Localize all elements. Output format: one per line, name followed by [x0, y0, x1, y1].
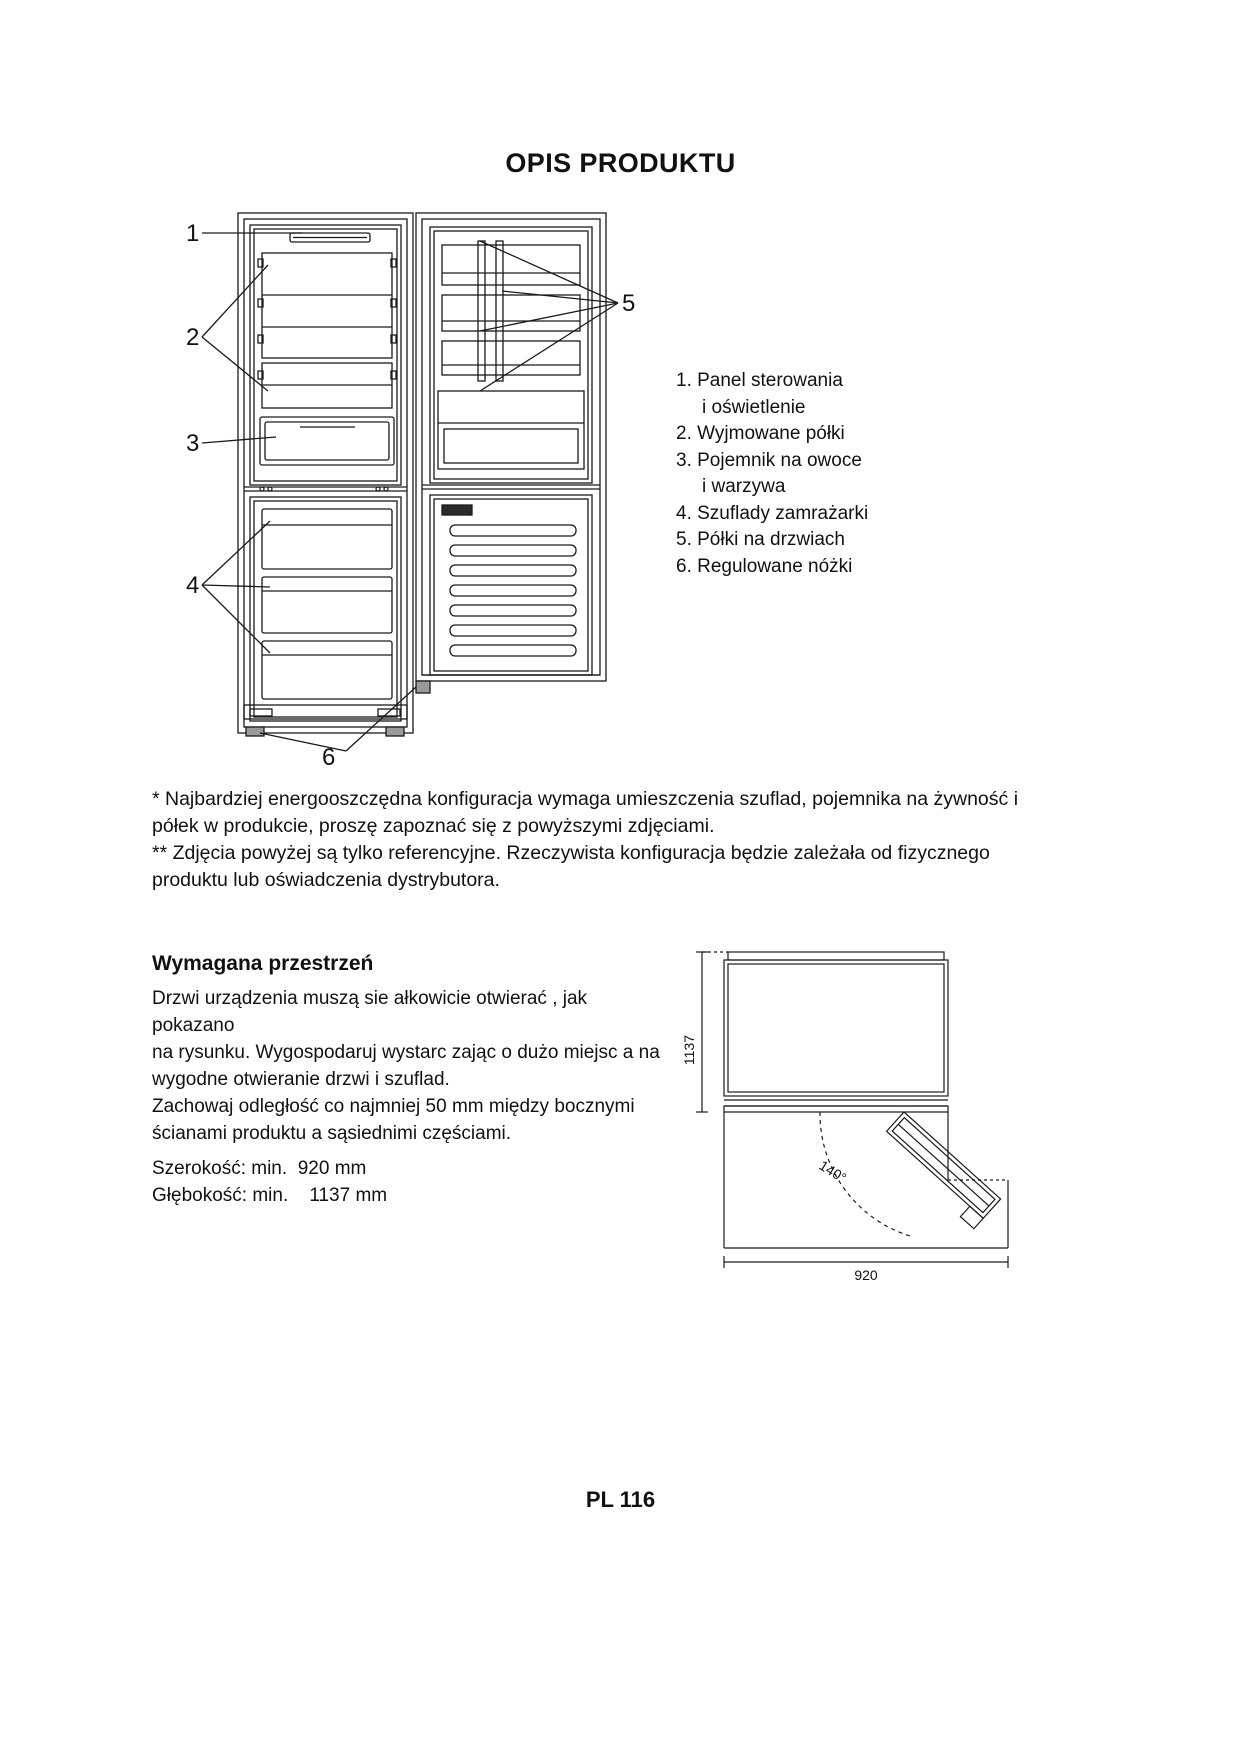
space-paragraph-1-line-1: Drzwi urządzenia muszą sie ałkowicie otwierać , jak pokazano — [152, 988, 588, 1036]
legend-item-6: 6. Regulowane nóżki — [676, 555, 853, 577]
legend-item-2: 2. Wyjmowane półki — [676, 423, 845, 444]
note-1-line-2: półek w produkcie, proszę zapoznać się z powyższymi zdjęciami. — [152, 815, 715, 837]
note-2-line-2: produktu lub oświadczenia dystrybutora. — [152, 869, 500, 891]
depth-dimension-label: 1137 — [681, 1034, 697, 1066]
legend-item-3: 3. Pojemnik na owoce — [676, 449, 862, 471]
svg-text:1: 1 — [186, 220, 200, 247]
legend-item-4: 4. Szuflady zamrażarki — [676, 502, 869, 524]
note-2-line-1: ** Zdjęcia powyżej są tylko referencyjne. Rzeczywista konfiguracja będzie zależała od fizycznego — [152, 842, 990, 864]
dimension-requirements — [152, 1155, 387, 1209]
product-diagram — [150, 195, 710, 775]
page-title: OPIS PRODUKTU — [505, 148, 736, 178]
width-dimension-label: 920 — [854, 1267, 878, 1283]
space-paragraph-1-line-3: wygodne otwieranie drzwi i szuflad. — [152, 1069, 450, 1090]
space-paragraph-2-line-2: ścianami produktu a sąsiednimi częściami. — [152, 1123, 512, 1144]
svg-text:4: 4 — [186, 572, 200, 599]
svg-text:5: 5 — [622, 290, 636, 317]
legend-item-1b: i oświetlenie — [702, 396, 806, 418]
page-footer: PL 116 — [585, 1487, 656, 1512]
space-paragraph-1-line-2: na rysunku. Wygospodaruj wystarc zając o dużo miejsc a na — [152, 1042, 660, 1063]
svg-text:3: 3 — [186, 430, 200, 457]
footnotes — [152, 786, 1090, 894]
svg-text:6: 6 — [322, 744, 336, 771]
angle-dimension-label: 140° — [816, 1156, 850, 1186]
depth-requirement: Głębokość: min. 1137 mm — [152, 1185, 388, 1206]
legend-item-1: 1. Panel sterowania — [676, 370, 843, 391]
required-space-section — [152, 952, 672, 1147]
note-1-line-1: * Najbardziej energooszczędna konfiguracja wymaga umieszczenia szuflad, pojemnika na żywność i — [152, 788, 1019, 810]
space-paragraph-2-line-1: Zachowaj odległość co najmniej 50 mm między bocznymi — [152, 1096, 635, 1117]
legend-list — [676, 368, 996, 580]
width-requirement: Szerokość: min. 920 mm — [152, 1158, 367, 1179]
svg-text:2: 2 — [186, 324, 200, 351]
legend-item-3b: i warzywa — [702, 476, 786, 497]
clearance-drawing — [672, 940, 1072, 1300]
legend-item-5: 5. Półki na drzwiach — [676, 529, 845, 550]
required-space-heading: Wymagana przestrzeń — [152, 952, 374, 975]
